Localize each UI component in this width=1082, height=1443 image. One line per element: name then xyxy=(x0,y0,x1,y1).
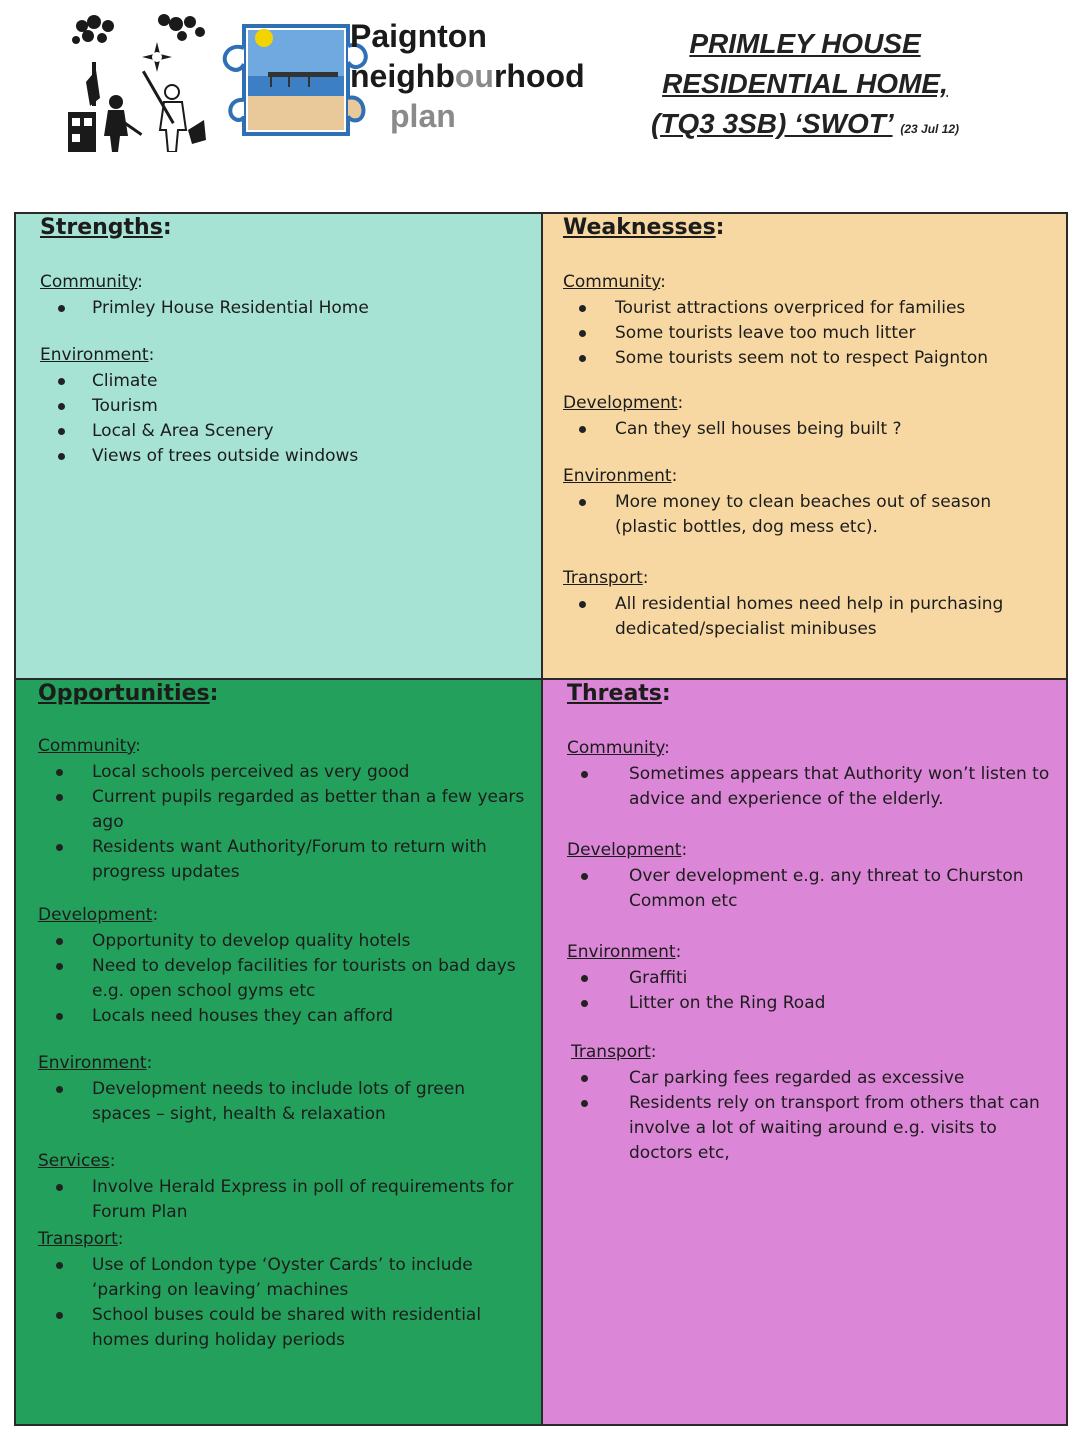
strengths-content xyxy=(16,214,541,469)
opportunities-content xyxy=(16,680,541,1353)
list-item: Tourism xyxy=(40,394,521,419)
weaknesses-section-environment: Environment: More money to clean beaches out of season (plastic bottles, dog mess etc). xyxy=(563,464,1046,540)
threats-section-environment: Environment: Graffiti Litter on the Ring Road xyxy=(567,940,1052,1016)
logo-wordmark xyxy=(350,16,585,136)
weaknesses-quadrant xyxy=(543,214,1066,680)
list-item: Residents want Authority/Forum to return with progress updates xyxy=(38,835,527,885)
title-line-1: PRIMLEY HOUSE xyxy=(689,28,921,59)
weaknesses-section-development: Development: Can they sell houses being built ? xyxy=(563,391,1046,442)
list-item: Current pupils regarded as better than a few years ago xyxy=(38,785,527,835)
weaknesses-section-transport: Transport: All residential homes need help in purchasing dedicated/specialist minibuses xyxy=(563,566,1046,642)
strengths-section-environment: Environment: Climate Tourism Local & Area Scenery Views of trees outside windows xyxy=(40,343,521,469)
strengths-community-list xyxy=(40,296,521,321)
opportunities-section-services: Services: Involve Herald Express in poll of requirements for Forum Plan xyxy=(38,1149,527,1225)
list-item: More money to clean beaches out of season (plastic bottles, dog mess etc). xyxy=(563,490,1046,540)
weaknesses-heading: Weaknesses: xyxy=(563,215,725,240)
opportunities-section-community: Community: Local schools perceived as very good Current pupils regarded as better than a few years ago Residents want Authority/Forum to return with progress updates xyxy=(38,734,527,885)
gardening-illustration-icon xyxy=(68,12,208,152)
threats-section-development: Development: Over development e.g. any threat to Churston Common etc xyxy=(567,838,1052,914)
document-date: (23 Jul 12) xyxy=(900,122,960,136)
list-item: Primley House Residential Home xyxy=(40,296,521,321)
list-item: Need to develop facilities for tourists on bad days e.g. open school gyms etc xyxy=(38,954,527,1004)
threats-quadrant xyxy=(543,680,1066,1424)
opportunities-section-environment: Environment: Development needs to include lots of green spaces – sight, health & relaxation xyxy=(38,1051,527,1127)
list-item: Graffiti xyxy=(567,966,1052,991)
threats-content xyxy=(543,680,1066,1166)
list-item: Views of trees outside windows xyxy=(40,444,521,469)
title-line-3: (TQ3 3SB) ‘SWOT’ (23 Jul 12) xyxy=(650,108,960,139)
threats-section-transport: Transport: Car parking fees regarded as excessive Residents rely on transport from others that can involve a lot of waiting around e.g. visits to doctors etc, xyxy=(567,1040,1052,1166)
threats-heading: Threats: xyxy=(567,681,671,706)
list-item: Climate xyxy=(40,369,521,394)
logo-line-1: Paignton xyxy=(350,18,487,54)
list-item: Some tourists leave too much litter xyxy=(563,321,1046,346)
weaknesses-content xyxy=(543,214,1066,642)
list-item: Local & Area Scenery xyxy=(40,419,521,444)
strengths-quadrant xyxy=(16,214,543,680)
list-item: Can they sell houses being built ? xyxy=(563,417,1046,442)
list-item: Locals need houses they can afford xyxy=(38,1004,527,1029)
strengths-heading: Strengths: xyxy=(40,215,172,240)
list-item: Tourist attractions overpriced for families xyxy=(563,296,1046,321)
logo-line-2: neighbourhood xyxy=(350,58,585,94)
swot-grid xyxy=(14,212,1068,1426)
list-item: All residential homes need help in purchasing dedicated/specialist minibuses xyxy=(563,592,1046,642)
list-item: Over development e.g. any threat to Churston Common etc xyxy=(567,864,1052,914)
list-item: Sometimes appears that Authority won’t listen to advice and experience of the elderly. xyxy=(567,762,1052,812)
document-title xyxy=(620,24,990,149)
list-item: Local schools perceived as very good xyxy=(38,760,527,785)
list-item: Some tourists seem not to respect Paignton xyxy=(563,346,1046,371)
list-item: Residents rely on transport from others that can involve a lot of waiting around e.g. visits to doctors etc, xyxy=(567,1091,1052,1166)
opportunities-heading: Opportunities: xyxy=(38,681,219,706)
list-item: Development needs to include lots of green spaces – sight, health & relaxation xyxy=(38,1077,527,1127)
list-item: Use of London type ‘Oyster Cards’ to include ‘parking on leaving’ machines xyxy=(38,1253,527,1303)
opportunities-quadrant xyxy=(16,680,543,1424)
opportunities-section-transport: Transport: Use of London type ‘Oyster Cards’ to include ‘parking on leaving’ machines School buses could be shared with residential homes during holiday periods xyxy=(38,1227,527,1353)
header xyxy=(0,0,1082,205)
list-item: Opportunity to develop quality hotels xyxy=(38,929,527,954)
list-item: Litter on the Ring Road xyxy=(567,991,1052,1016)
strengths-section-community: Community: Primley House Residential Home xyxy=(40,270,521,321)
list-item: School buses could be shared with residential homes during holiday periods xyxy=(38,1303,527,1353)
strengths-environment-list xyxy=(40,369,521,469)
threats-section-community: Community: Sometimes appears that Authority won’t listen to advice and experience of the elderly. xyxy=(567,736,1052,812)
list-item: Car parking fees regarded as excessive xyxy=(567,1066,1052,1091)
title-line-2: RESIDENTIAL HOME, xyxy=(662,68,948,99)
logo-line-3: plan xyxy=(390,98,456,134)
list-item: Involve Herald Express in poll of requirements for Forum Plan xyxy=(38,1175,527,1225)
opportunities-section-development: Development: Opportunity to develop quality hotels Need to develop facilities for tourists on bad days e.g. open school gyms etc Locals need houses they can afford xyxy=(38,903,527,1029)
weaknesses-section-community: Community: Tourist attractions overpriced for families Some tourists leave too much litter Some tourists seem not to respect Paignton xyxy=(563,270,1046,371)
